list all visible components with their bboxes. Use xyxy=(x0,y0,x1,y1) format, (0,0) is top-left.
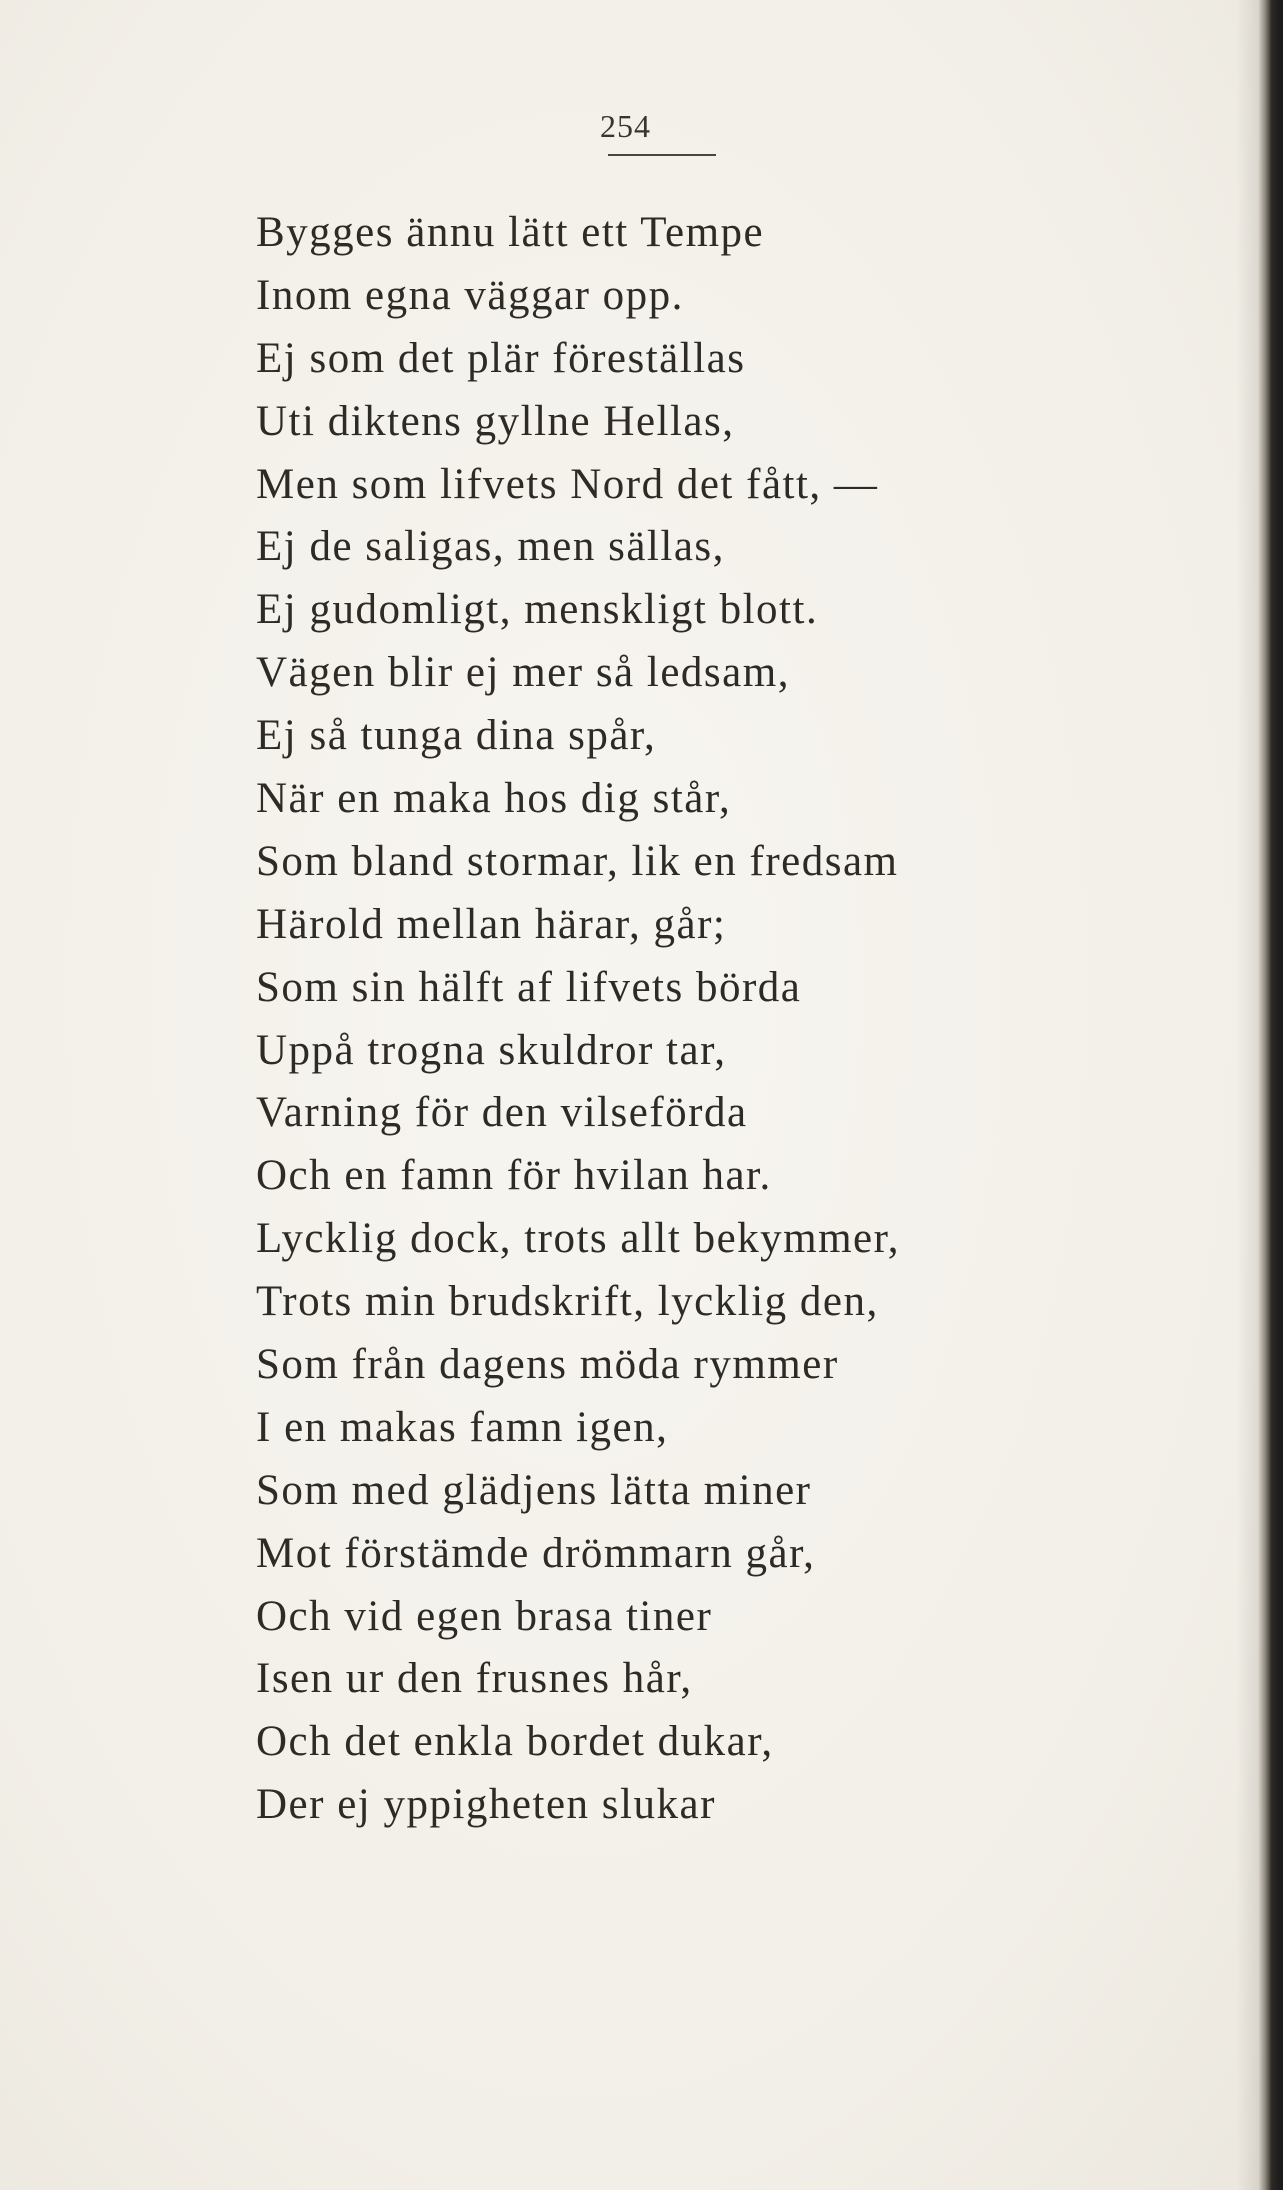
poem-line: Och det enkla bordet dukar, xyxy=(256,1718,774,1766)
poem-line: Men som lifvets Nord det fått, — xyxy=(256,460,879,508)
poem-line: Bygges ännu lätt ett Tempe xyxy=(256,209,765,256)
poem-line: Ej så tunga dina spår, xyxy=(256,712,657,760)
poem-line: När en maka hos dig står, xyxy=(256,775,732,823)
poem-line: Inom egna väggar opp. xyxy=(256,271,684,319)
poem-text xyxy=(256,202,1076,1837)
gutter-shadow xyxy=(1236,0,1260,2190)
poem-line: Och vid egen brasa tiner xyxy=(256,1592,713,1640)
poem-line: Ej de saligas, men sällas, xyxy=(256,523,725,571)
poem-line: Varning för den vilseförda xyxy=(256,1089,748,1137)
poem-line: Ej gudomligt, menskligt blott. xyxy=(256,586,819,634)
poem-line: Mot förstämde drömmarn går, xyxy=(256,1529,816,1577)
poem-line: Som bland stormar, lik en fredsam xyxy=(256,837,899,885)
poem-line: Uti diktens gyllne Hellas, xyxy=(256,397,735,445)
book-binding-edge xyxy=(1258,0,1283,2190)
poem-line: Ej som det plär föreställas xyxy=(256,334,746,382)
poem-line: Trots min brudskrift, lycklig den, xyxy=(256,1278,879,1326)
poem-line: Vägen blir ej mer så ledsam, xyxy=(256,649,790,697)
poem-line: Härold mellan härar, går; xyxy=(256,900,727,948)
poem-line: I en makas famn igen, xyxy=(256,1403,669,1451)
page-number: 254 xyxy=(600,108,651,144)
poem-line: Som sin hälft af lifvets börda xyxy=(256,963,802,1011)
poem-line: Lycklig dock, trots allt bekymmer, xyxy=(256,1215,900,1263)
poem-line: Som från dagens möda rymmer xyxy=(256,1341,839,1389)
page-number-underline xyxy=(608,154,716,156)
poem-line: Och en famn för hvilan har. xyxy=(256,1152,772,1200)
poem-line: Isen ur den frusnes hår, xyxy=(256,1655,693,1703)
poem-line: Der ej yppigheten slukar xyxy=(256,1781,716,1829)
poem-line: Uppå trogna skuldror tar, xyxy=(256,1026,727,1074)
poem-line: Som med glädjens lätta miner xyxy=(256,1466,812,1514)
